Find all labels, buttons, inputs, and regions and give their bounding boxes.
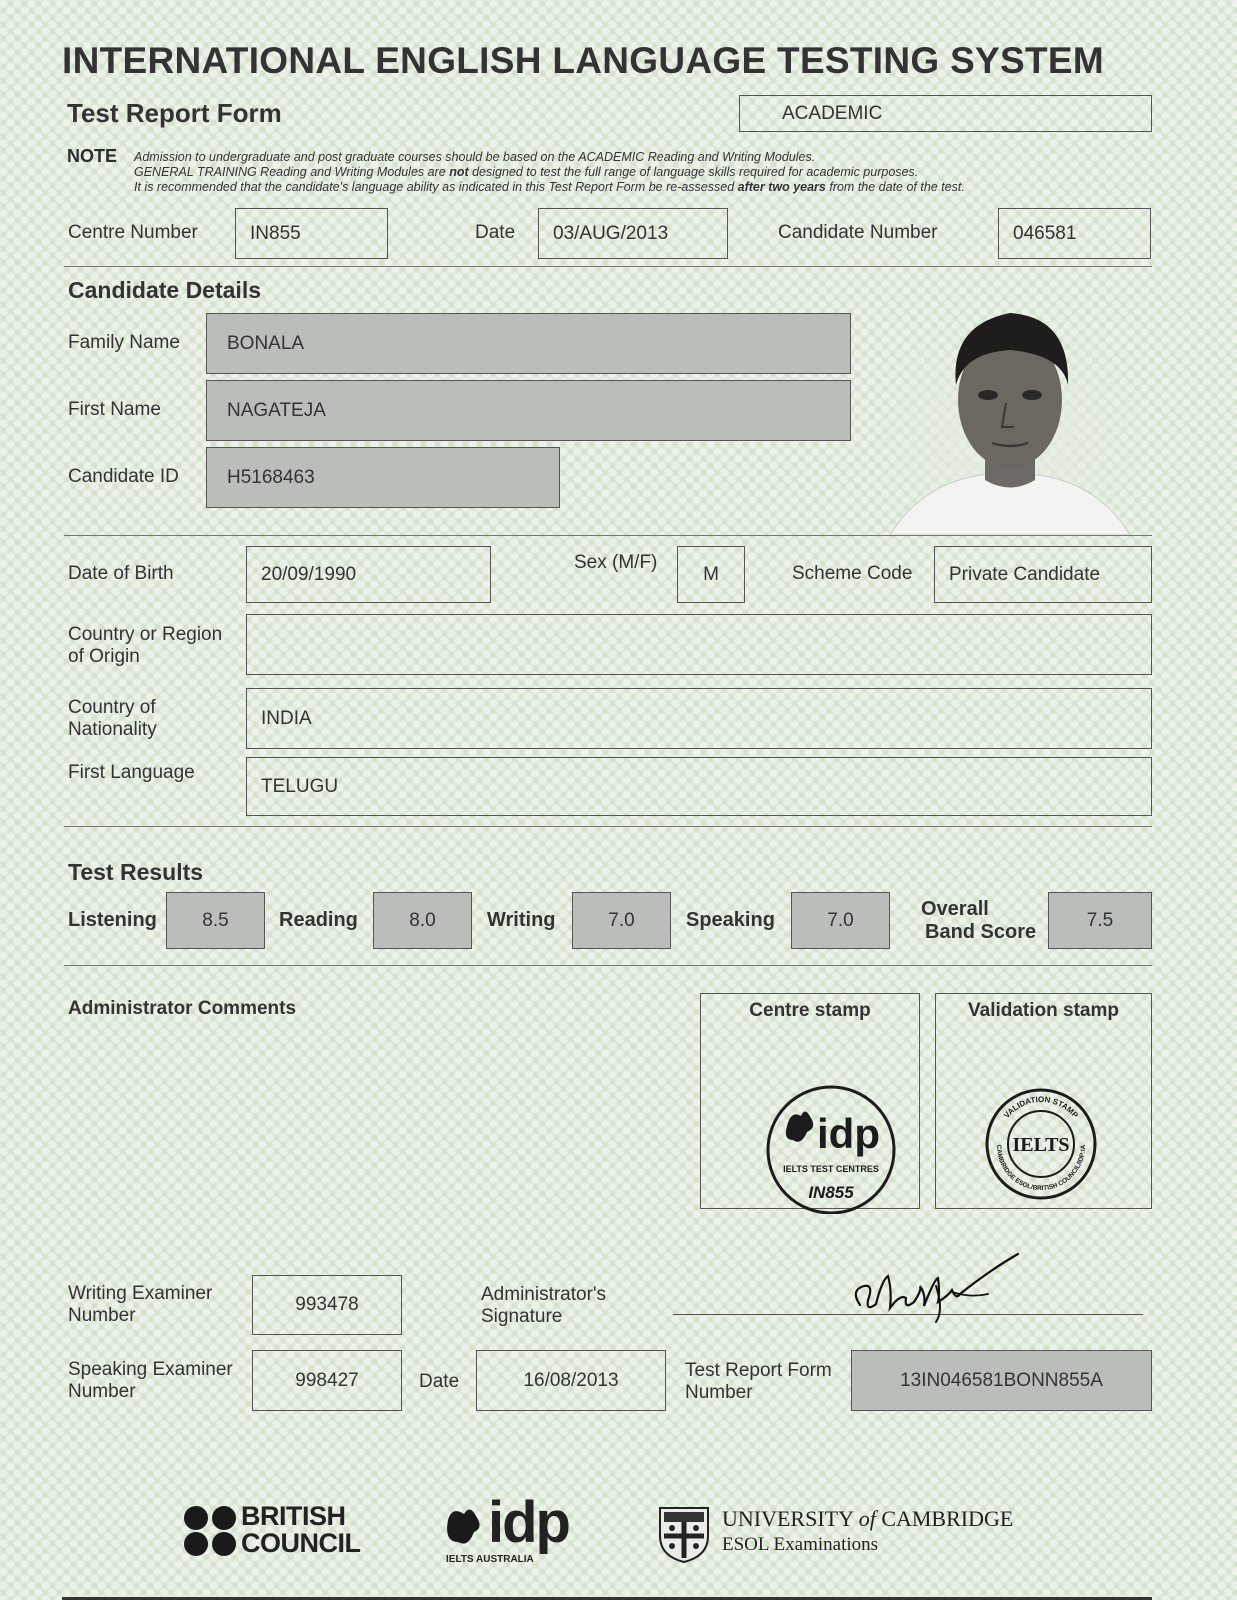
idp-stamp-code: IN855 <box>808 1183 854 1202</box>
divider <box>64 535 1152 536</box>
admin-signature-label <box>481 1284 606 1328</box>
dob-field: 20/09/1990 <box>246 546 491 603</box>
centre-number-label: Centre Number <box>68 222 198 243</box>
british-council-dots-icon <box>183 1505 239 1557</box>
overall-label <box>921 898 1036 944</box>
cambridge-logo <box>658 1506 1038 1564</box>
centre-stamp-label: Centre stamp <box>749 1000 871 1021</box>
family-name-label: Family Name <box>68 332 180 353</box>
overall-score: 7.5 <box>1048 892 1152 949</box>
note-line-2 <box>134 165 1094 180</box>
idp-logo <box>444 1490 584 1570</box>
note-label: NOTE <box>67 146 118 166</box>
ielts-stamp-text: IELTS <box>1012 1134 1070 1156</box>
footer-date-label: Date <box>419 1371 460 1392</box>
test-results-heading: Test Results <box>68 859 204 885</box>
idp-logo-text: idp <box>488 1490 569 1555</box>
date-field: 03/AUG/2013 <box>538 208 728 259</box>
writing-score: 7.0 <box>572 892 671 949</box>
admin-signature-label-line-2: Signature <box>481 1306 563 1327</box>
british-council-line-1: BRITISH <box>241 1501 346 1531</box>
divider <box>64 826 1152 827</box>
centre-number-field: IN855 <box>235 208 388 259</box>
speaking-label: Speaking <box>686 909 775 931</box>
overall-label-line-2: Band Score <box>925 921 1037 943</box>
note-line-2c: designed to test the full range of language skills required for academic purposes. <box>468 165 919 179</box>
scheme-code-label: Scheme Code <box>792 563 913 584</box>
cambridge-line-2: ESOL Examinations <box>722 1534 879 1555</box>
divider <box>64 965 1152 966</box>
first-language-field: TELUGU <box>246 757 1152 816</box>
speaking-examiner-label-line-2: Number <box>68 1381 136 1402</box>
family-name-field: BONALA <box>206 313 851 374</box>
trf-label-line-2: Number <box>685 1382 753 1403</box>
cambridge-line-1b: of <box>858 1506 876 1531</box>
form-subtitle: Test Report Form <box>67 98 282 128</box>
trf-number-field: 13IN046581BONN855A <box>851 1350 1152 1411</box>
origin-label <box>68 624 222 668</box>
note-line-2b: not <box>449 165 469 179</box>
trf-label-line-1: Test Report Form <box>685 1360 832 1381</box>
listening-label: Listening <box>68 909 157 931</box>
nationality-label <box>68 697 157 741</box>
note-line-3b: after two years <box>737 180 826 194</box>
footer-date-field: 16/08/2013 <box>476 1350 666 1411</box>
idp-logo-sub: IELTS AUSTRALIA <box>446 1554 534 1565</box>
speaking-score: 7.0 <box>791 892 890 949</box>
trf-number-label <box>685 1360 832 1404</box>
note-line-2a: GENERAL TRAINING Reading and Writing Modules are <box>134 165 450 179</box>
cambridge-crest-icon <box>658 1506 710 1564</box>
admin-comments-label: Administrator Comments <box>68 998 297 1019</box>
divider <box>64 266 1152 267</box>
candidate-id-field: H5168463 <box>206 447 560 508</box>
date-label: Date <box>475 222 516 243</box>
origin-field <box>246 614 1152 675</box>
idp-stamp-sub: IELTS TEST CENTRES <box>783 1164 879 1174</box>
candidate-number-label: Candidate Number <box>778 222 938 243</box>
first-language-label: First Language <box>68 762 195 783</box>
cambridge-text <box>722 1506 1013 1558</box>
ielts-stamp-ring-top: VALIDATION STAMP <box>1002 1094 1080 1120</box>
speaking-examiner-label-line-1: Speaking Examiner <box>68 1359 233 1380</box>
candidate-number-field: 046581 <box>998 208 1151 259</box>
module-box: ACADEMIC <box>739 95 1152 132</box>
page-title: INTERNATIONAL ENGLISH LANGUAGE TESTING SYSTEM <box>62 40 1105 81</box>
cambridge-line-1a: UNIVERSITY <box>722 1506 859 1531</box>
validation-stamp-box <box>935 993 1152 1209</box>
note-line-3a: It is recommended that the candidate's language ability as indicated in this Test Report Form be re-assessed <box>134 180 738 194</box>
note-text <box>134 150 1094 195</box>
overall-label-line-1: Overall <box>921 898 989 920</box>
writing-examiner-label-line-1: Writing Examiner <box>68 1283 213 1304</box>
origin-label-line-2: of Origin <box>68 646 140 667</box>
candidate-details-heading: Candidate Details <box>68 277 261 303</box>
centre-stamp-box <box>700 993 920 1209</box>
first-name-field: NAGATEJA <box>206 380 851 441</box>
signature-scribble-icon <box>840 1250 1030 1330</box>
note-line-3c: from the date of the test. <box>825 180 965 194</box>
cambridge-line-1 <box>722 1506 1013 1532</box>
idp-stamp-text: idp <box>817 1110 880 1157</box>
nationality-label-line-1: Country of <box>68 697 156 718</box>
listening-score: 8.5 <box>166 892 265 949</box>
idp-kangaroo-icon <box>444 1506 490 1550</box>
note-line-3 <box>134 180 1094 195</box>
origin-label-line-1: Country or Region <box>68 624 223 645</box>
first-name-label: First Name <box>68 399 161 420</box>
speaking-examiner-label <box>68 1359 233 1403</box>
idp-stamp-icon <box>761 1084 901 1214</box>
sex-label: Sex (M/F) <box>574 552 658 573</box>
reading-score: 8.0 <box>373 892 472 949</box>
note-line-1: Admission to undergraduate and post graduate courses should be based on the ACADEMIC Reading and Writing Modules. <box>134 150 816 164</box>
ielts-stamp-ring-bottom: CAMBRIDGE ESOL/BRITISH COUNCIL/IDP:IA <box>994 1144 1088 1193</box>
validation-stamp-label: Validation stamp <box>968 1000 1119 1021</box>
british-council-text <box>241 1503 361 1557</box>
nationality-field: INDIA <box>246 688 1152 749</box>
writing-examiner-label <box>68 1283 212 1327</box>
speaking-examiner-field: 998427 <box>252 1350 402 1411</box>
scheme-code-field: Private Candidate <box>934 546 1152 603</box>
candidate-id-label: Candidate ID <box>68 466 179 487</box>
writing-label: Writing <box>487 909 556 931</box>
nationality-label-line-2: Nationality <box>68 719 157 740</box>
writing-examiner-label-line-2: Number <box>68 1305 136 1326</box>
cambridge-line-1c: CAMBRIDGE <box>875 1506 1014 1531</box>
ielts-validation-stamp-icon <box>981 1084 1101 1204</box>
admin-signature-label-line-1: Administrator's <box>481 1284 607 1305</box>
british-council-logo <box>183 1503 363 1559</box>
british-council-line-2: COUNCIL <box>241 1528 361 1558</box>
sex-field: M <box>677 546 745 603</box>
reading-label: Reading <box>279 909 358 931</box>
candidate-photo-icon <box>880 295 1140 535</box>
writing-examiner-field: 993478 <box>252 1275 402 1335</box>
dob-label: Date of Birth <box>68 563 174 584</box>
